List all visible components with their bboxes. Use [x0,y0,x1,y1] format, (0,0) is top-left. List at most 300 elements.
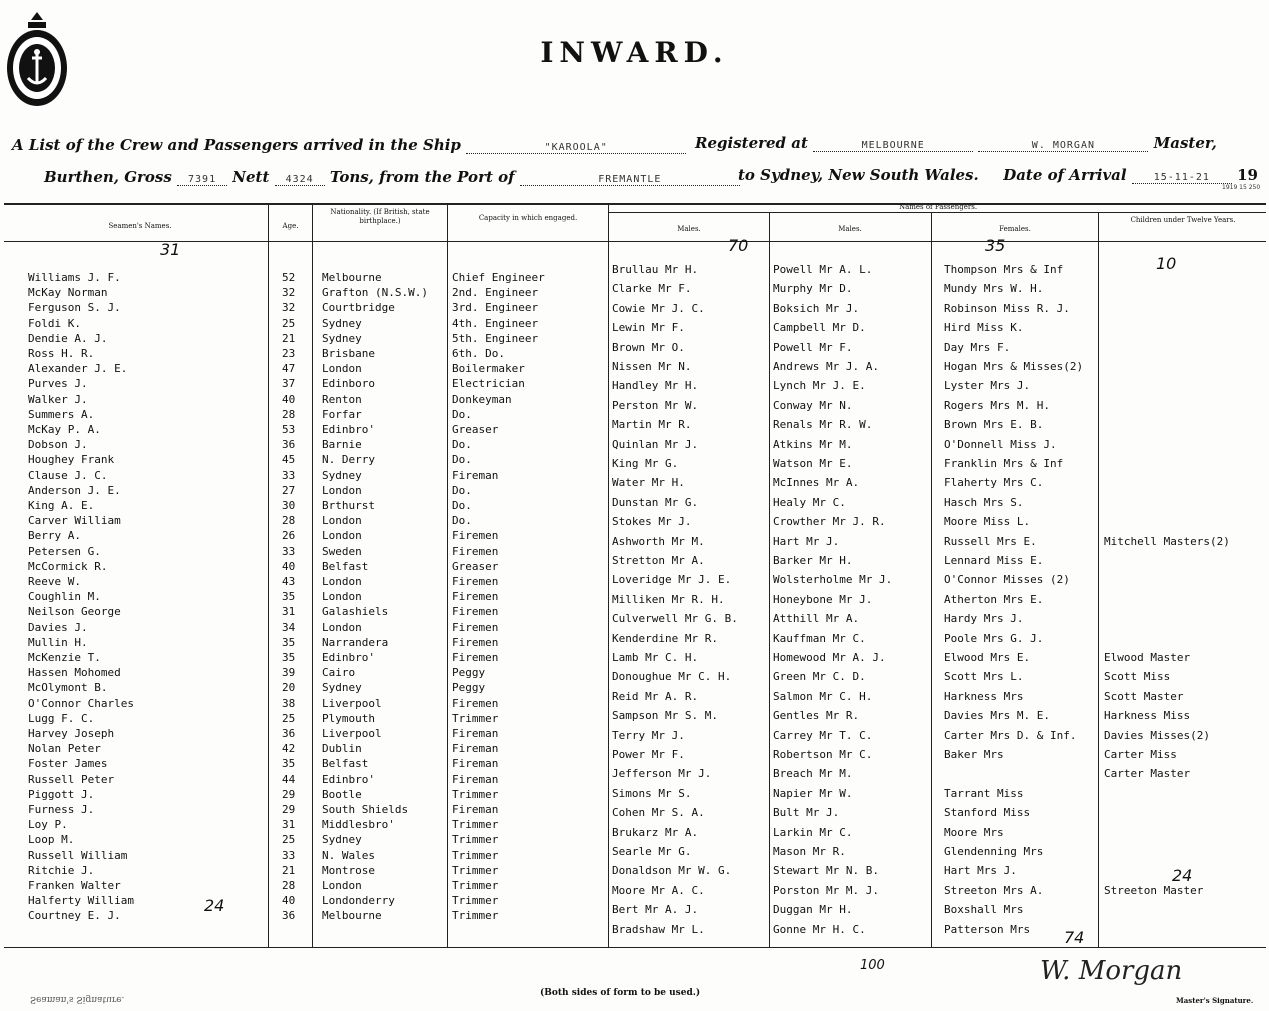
crew-name: Petersen G. [28,544,101,558]
crew-capacity: 6th. Do. [452,347,505,360]
males-count-note: 70 [728,236,749,255]
crew-capacity: 2nd. Engineer [452,286,539,300]
crew-name: Loy P. [28,818,68,832]
crew-nationality: Brthurst [322,499,375,512]
crew-capacity: Trimmer [452,909,499,923]
crew-age: 40 [282,894,296,908]
crew-name: McKenzie T. [28,651,101,664]
crew-nationality: London [322,514,362,528]
crew-name: Berry A. [28,529,81,543]
passenger-male-1: Sampson Mr S. M. [612,709,718,723]
col-header-age: Age. [282,222,299,230]
passenger-male-2: Honeybone Mr J. [773,592,873,606]
crew-capacity: Do. [452,514,472,528]
crew-capacity: Firemen [452,605,499,619]
crew-capacity: Trimmer [452,894,499,908]
passenger-female: Hird Miss K. [944,321,1024,335]
passenger-male-1: Bradshaw Mr L. [612,922,705,936]
registered-label: Registered at [695,134,808,152]
passenger-male-1: Brukarz Mr A. [612,825,699,839]
passenger-male-1: Nissen Mr N. [612,360,692,373]
passenger-female: Moore Mrs [944,825,1004,839]
crew-name: Walker J. [28,392,88,406]
passenger-female: Davies Mrs M. E. [944,709,1050,723]
crew-name: Foldi K. [28,316,81,330]
crew-age: 32 [282,286,296,300]
crew-name: Foster James [28,757,108,771]
crew-name: Lugg F. C. [28,711,95,725]
crew-nationality: Liverpool [322,696,382,710]
crew-age: 45 [282,453,296,467]
crew-name: Davies J. [28,620,88,634]
crew-capacity: Do. [452,499,472,512]
crew-nationality: N. Wales [322,848,375,862]
master-label: Master, [1153,134,1217,152]
crew-name: Williams J. F. [28,271,121,284]
passenger-male-1: Brown Mr O. [612,340,685,354]
crew-capacity: Fireman [452,742,499,756]
crew-age: 39 [282,666,296,680]
crew-name: Halferty William [28,894,134,908]
crew-capacity: Fireman [452,727,499,740]
children-bottom-note: 24 [1172,866,1193,885]
passenger-female: Patterson Mrs [944,922,1031,936]
col-header-seamen: Seamen's Names. [108,222,172,230]
passenger-male-1: Jefferson Mr J. [612,767,712,781]
passenger-male-2: Stewart Mr N. B. [773,864,879,878]
passenger-male-2: Healy Mr C. [773,495,846,509]
passenger-male-2: Andrews Mr J. A. [773,360,879,373]
total-note: 100 [860,958,885,973]
passenger-male-1: Cohen Mr S. A. [612,806,705,820]
crew-age: 21 [282,863,296,877]
crew-age: 28 [282,407,296,421]
passenger-male-2: Kauffman Mr C. [773,631,866,645]
crew-capacity: Do. [452,407,472,421]
crew-name: Franken Walter [28,879,121,892]
both-sides-note: (Both sides of form to be used.) [540,988,701,998]
passenger-female: Harkness Mrs [944,689,1024,703]
crew-capacity: Trimmer [452,818,499,832]
crew-age: 35 [282,635,296,649]
passenger-female: O'Donnell Miss J. [944,437,1057,451]
crew-age: 25 [282,833,296,847]
crew-age: 35 [282,757,296,771]
passenger-female: Russell Mrs E. [944,534,1037,548]
crew-capacity: Firemen [452,590,499,604]
to-label: to Sydney, New South Wales. [738,166,979,184]
crew-nationality: Middlesbro' [322,818,395,832]
crew-age: 36 [282,727,296,740]
crew-nationality: Sydney [322,331,362,345]
crew-nationality: Edinboro [322,377,375,391]
passenger-male-2: Hart Mr J. [773,534,840,548]
crew-capacity: Firemen [452,620,499,634]
crew-age: 33 [282,544,296,558]
crew-capacity: Greaser [452,423,499,436]
crew-nationality: Renton [322,392,362,406]
table-header-rule [4,241,1266,242]
crew-name: McCormick R. [28,559,108,573]
crew-capacity: Trimmer [452,787,499,801]
year-prefix: 19 [1237,166,1258,184]
passenger-female: Brown Mrs E. B. [944,418,1044,432]
crew-capacity: Electrician [452,377,525,391]
crew-capacity: 4th. Engineer [452,316,539,330]
passenger-female: Scott Mrs L. [944,670,1024,684]
crew-name: McKay Norman [28,286,108,300]
crew-age: 28 [282,879,296,892]
passenger-female: Hasch Mrs S. [944,495,1024,509]
passenger-male-2: Atthill Mr A. [773,612,860,626]
crew-name: Reeve W. [28,575,81,588]
table-bottom-rule [4,947,1266,948]
crew-nationality: Brisbane [322,347,375,360]
crew-age: 20 [282,681,296,695]
crew-nationality: Courtbridge [322,301,395,315]
passenger-male-1: Donoughue Mr C. H. [612,670,732,684]
crew-age: 35 [282,651,296,664]
passenger-male-2: Homewood Mr A. J. [773,651,886,664]
col-rule-3 [447,203,448,948]
passenger-male-1: Martin Mr R. [612,418,692,432]
passenger-male-2: Campbell Mr D. [773,321,866,335]
crew-name: Carver William [28,514,121,528]
passenger-male-2: Boksich Mr J. [773,301,860,315]
children-count-note: 10 [1156,254,1177,273]
passenger-male-2: Napier Mr W. [773,786,853,800]
passenger-male-1: Bert Mr A. J. [612,903,699,917]
passenger-male-1: Ashworth Mr M. [612,534,705,548]
passenger-child: Scott Master [1104,689,1184,703]
arrival-date: 15-11-21 [1132,172,1232,184]
crew-nationality: Grafton (N.S.W.) [322,286,428,300]
passenger-female: Moore Miss L. [944,515,1031,529]
passenger-female: Robinson Miss R. J. [944,301,1070,315]
passenger-male-2: Salmon Mr C. H. [773,689,873,703]
crew-nationality: Melbourne [322,909,382,923]
crew-age: 53 [282,423,296,436]
passenger-male-1: Stokes Mr J. [612,515,692,529]
passenger-male-2: Atkins Mr M. [773,437,853,451]
crew-nationality: London [322,879,362,892]
passenger-male-2: Gentles Mr R. [773,709,860,723]
crew-age: 25 [282,316,296,330]
crew-age: 47 [282,362,296,376]
crew-name: Piggott J. [28,787,95,801]
crew-nationality: Melbourne [322,271,382,284]
passengers-bottom-note: 74 [1064,928,1085,947]
crew-name: Clause J. C. [28,468,108,482]
passenger-female: O'Connor Misses (2) [944,573,1070,587]
crew-name: King A. E. [28,499,95,512]
crew-capacity: Firemen [452,575,499,588]
crew-nationality: Montrose [322,863,375,877]
crew-nationality: Sweden [322,544,362,558]
crew-name: Ritchie J. [28,863,95,877]
passenger-female: Streeton Mrs A. [944,883,1044,897]
crew-nationality: Belfast [322,559,369,573]
crew-age: 38 [282,696,296,710]
crew-age: 29 [282,803,296,816]
crew-capacity: Do. [452,483,472,497]
col-header-capacity: Capacity in which engaged. [478,214,578,222]
passenger-female: Boxshall Mrs [944,903,1024,917]
passenger-male-1: Handley Mr H. [612,379,699,393]
col-rule-2 [312,203,313,948]
nett-tonnage: 4324 [275,174,325,186]
passenger-male-1: Stretton Mr A. [612,554,705,567]
crew-nationality: Plymouth [322,711,375,725]
crew-name: Mullin H. [28,635,88,649]
crew-name: Hassen Mohomed [28,666,121,680]
passenger-child: Mitchell Masters(2) [1104,534,1230,548]
crew-count-note: 31 [160,240,181,259]
passenger-male-1: Power Mr F. [612,748,685,761]
crew-capacity: Trimmer [452,863,499,877]
passenger-female: Hogan Mrs & Misses(2) [944,360,1084,373]
passenger-male-1: Donaldson Mr W. G. [612,864,732,878]
crew-nationality: Edinbro' [322,423,375,436]
form-number: 1919 15 250 [1222,184,1261,191]
passenger-subheader-rule [608,212,1266,213]
crew-age: 37 [282,377,296,391]
crew-nationality: Galashiels [322,605,389,619]
passenger-female: Lyster Mrs J. [944,379,1031,393]
crew-name: Ross H. R. [28,347,95,360]
passenger-child: Elwood Master [1104,651,1191,664]
crew-nationality: Londonderry [322,894,395,908]
crew-nationality: South Shields [322,803,409,816]
crew-nationality: Edinbro' [322,651,375,664]
nett-label: Nett [232,168,270,186]
passenger-female: Mundy Mrs W. H. [944,282,1044,296]
crew-nationality: Liverpool [322,727,382,740]
crew-name: Furness J. [28,803,95,816]
passenger-child: Davies Misses(2) [1104,728,1210,742]
crew-nationality: Cairo [322,666,356,680]
crew-capacity: Firemen [452,696,499,710]
passenger-male-1: Milliken Mr R. H. [612,592,725,606]
crew-capacity: 5th. Engineer [452,331,539,345]
passenger-female: Stanford Miss [944,806,1031,820]
master-signature-label: Master's Signature. [1176,996,1254,1005]
crew-name: McOlymont B. [28,681,108,695]
col-header-children: Children under Twelve Years. [1130,216,1236,224]
passenger-female: Franklin Mrs & Inf [944,457,1064,470]
crew-name: Nolan Peter [28,742,101,756]
mirrored-seaman-signature: Seaman's Signature. [30,994,125,1004]
crew-nationality: Edinbro' [322,772,375,786]
crew-age: 36 [282,438,296,452]
crew-nationality: London [322,483,362,497]
burthen-label: Burthen, Gross [44,168,172,186]
crew-nationality: London [322,590,362,604]
registered-at: MELBOURNE [813,140,973,152]
passenger-female: Atherton Mrs E. [944,592,1044,606]
crew-nationality: Sydney [322,833,362,847]
col-header-males-1: Males. [677,225,701,233]
crew-nationality: London [322,620,362,634]
crew-name: Alexander J. E. [28,362,128,376]
passenger-male-2: Renals Mr R. W. [773,418,873,432]
passenger-male-2: Powell Mr A. L. [773,263,873,276]
col-rule-1 [268,203,269,948]
col-header-nationality: Nationality. (If British, state birthplace.) [330,208,430,225]
passenger-male-1: Loveridge Mr J. E. [612,573,732,587]
crew-capacity: Peggy [452,666,486,680]
crew-capacity: Do. [452,438,472,452]
crew-name: McKay P. A. [28,423,101,436]
crew-nationality: London [322,362,362,376]
crew-name: Harvey Joseph [28,727,115,740]
crew-age: 44 [282,772,296,786]
crew-age: 30 [282,499,296,512]
crew-capacity: Chief Engineer [452,271,545,284]
crew-capacity: Greaser [452,559,499,573]
crew-capacity: Fireman [452,468,499,482]
crew-capacity: Trimmer [452,833,499,847]
col-header-passengers: Names of Passengers. [898,203,978,211]
crew-capacity: Boilermaker [452,362,525,376]
col-rule-5 [769,212,770,948]
crew-nationality: Narrandera [322,635,389,649]
col-rule-6 [931,212,932,948]
passenger-male-1: Culverwell Mr G. B. [612,612,738,626]
passenger-male-1: Brullau Mr H. [612,263,699,276]
header-line-1 [12,136,686,154]
passenger-male-2: Larkin Mr C. [773,825,853,839]
crew-name: Ferguson S. J. [28,301,121,315]
passenger-male-2: Wolsterholme Mr J. [773,573,893,587]
passenger-female: Hart Mrs J. [944,864,1017,878]
ship-name: "KAROOLA" [466,142,686,154]
passenger-male-1: Quinlan Mr J. [612,437,699,451]
passenger-male-2: Crowther Mr J. R. [773,515,886,529]
crew-capacity: Fireman [452,772,499,786]
passenger-male-1: Simons Mr S. [612,786,692,800]
passenger-male-2: Mason Mr R. [773,845,846,858]
crew-name: Courtney E. J. [28,909,121,923]
passenger-male-1: Searle Mr G. [612,845,692,858]
crew-nationality: Sydney [322,316,362,330]
crew-name: Loop M. [28,833,75,847]
crew-age: 34 [282,620,296,634]
females-count-note: 35 [985,236,1006,255]
passenger-child: Harkness Miss [1104,709,1191,723]
crew-age: 33 [282,848,296,862]
col-header-males-2: Males. [838,225,862,233]
passenger-female: Day Mrs F. [944,340,1011,354]
crew-age: 52 [282,271,296,284]
list-label: A List of the Crew and Passengers arrived in the Ship [12,136,461,154]
crew-capacity: Donkeyman [452,392,512,406]
crew-capacity: Firemen [452,635,499,649]
passenger-male-2: Murphy Mr D. [773,282,853,296]
crew-age: 32 [282,301,296,315]
crew-age: 35 [282,590,296,604]
passenger-male-2: Green Mr C. D. [773,670,866,684]
passenger-male-2: Robertson Mr C. [773,748,873,761]
crew-nationality: Dublin [322,742,362,756]
col-rule-4 [608,203,609,948]
crew-age: 23 [282,347,296,360]
crew-bottom-note: 24 [204,896,225,915]
crew-capacity: Firemen [452,529,499,543]
passenger-male-1: Lamb Mr C. H. [612,651,699,664]
crew-name: Dendie A. J. [28,331,108,345]
crew-name: Anderson J. E. [28,483,121,497]
passenger-male-2: Gonne Mr H. C. [773,922,866,936]
crew-capacity: Peggy [452,681,486,695]
passenger-female: Poole Mrs G. J. [944,631,1044,645]
passenger-male-2: Conway Mr N. [773,398,853,412]
header-arrival [738,166,1258,184]
master-name: W. MORGAN [978,140,1148,152]
passenger-male-1: Perston Mr W. [612,398,699,412]
gross-tonnage: 7391 [177,174,227,186]
passenger-female: Glendenning Mrs [944,845,1044,858]
passenger-female: Carter Mrs D. & Inf. [944,728,1077,742]
passenger-male-1: Lewin Mr F. [612,321,685,335]
passenger-male-1: Reid Mr A. R. [612,689,699,703]
passenger-female: Thompson Mrs & Inf [944,263,1064,276]
passenger-male-2: Porston Mr M. J. [773,883,879,897]
crew-age: 40 [282,392,296,406]
crew-age: 31 [282,818,296,832]
crew-name: O'Connor Charles [28,696,134,710]
passenger-female: Baker Mrs [944,748,1004,761]
passenger-male-2: Bult Mr J. [773,806,840,820]
passenger-male-1: Dunstan Mr G. [612,495,699,509]
port-of: FREMANTLE [520,174,740,186]
crew-age: 31 [282,605,296,619]
crew-capacity: Trimmer [452,879,499,892]
crew-nationality: N. Derry [322,453,375,467]
passenger-male-2: Watson Mr E. [773,457,853,470]
crew-name: Coughlin M. [28,590,101,604]
passenger-male-1: Water Mr H. [612,476,685,490]
passenger-female: Lennard Miss E. [944,554,1044,567]
crew-nationality: London [322,529,362,543]
passenger-female: Flaherty Mrs C. [944,476,1044,490]
crew-capacity: Trimmer [452,711,499,725]
passenger-male-2: Duggan Mr H. [773,903,853,917]
passenger-male-2: Barker Mr H. [773,554,853,567]
crew-name: Summers A. [28,407,95,421]
crew-age: 42 [282,742,296,756]
crew-name: Purves J. [28,377,88,391]
crew-nationality: Barnie [322,438,362,452]
crew-capacity: Fireman [452,757,499,771]
passenger-male-1: Cowie Mr J. C. [612,301,705,315]
arrival-label: Date of Arrival [1003,166,1127,184]
crew-name: Russell Peter [28,772,115,786]
col-header-females: Females. [999,225,1031,233]
crew-nationality: Forfar [322,407,362,421]
passenger-female: Tarrant Miss [944,786,1024,800]
crew-age: 29 [282,787,296,801]
crew-name: Neilson George [28,605,121,619]
crew-capacity: Firemen [452,544,499,558]
crew-age: 25 [282,711,296,725]
crew-name: Russell William [28,848,128,862]
crew-capacity: Do. [452,453,472,467]
crew-age: 33 [282,468,296,482]
passenger-female: Rogers Mrs M. H. [944,398,1050,412]
passenger-male-1: Kenderdine Mr R. [612,631,718,645]
passenger-male-2: McInnes Mr A. [773,476,860,490]
